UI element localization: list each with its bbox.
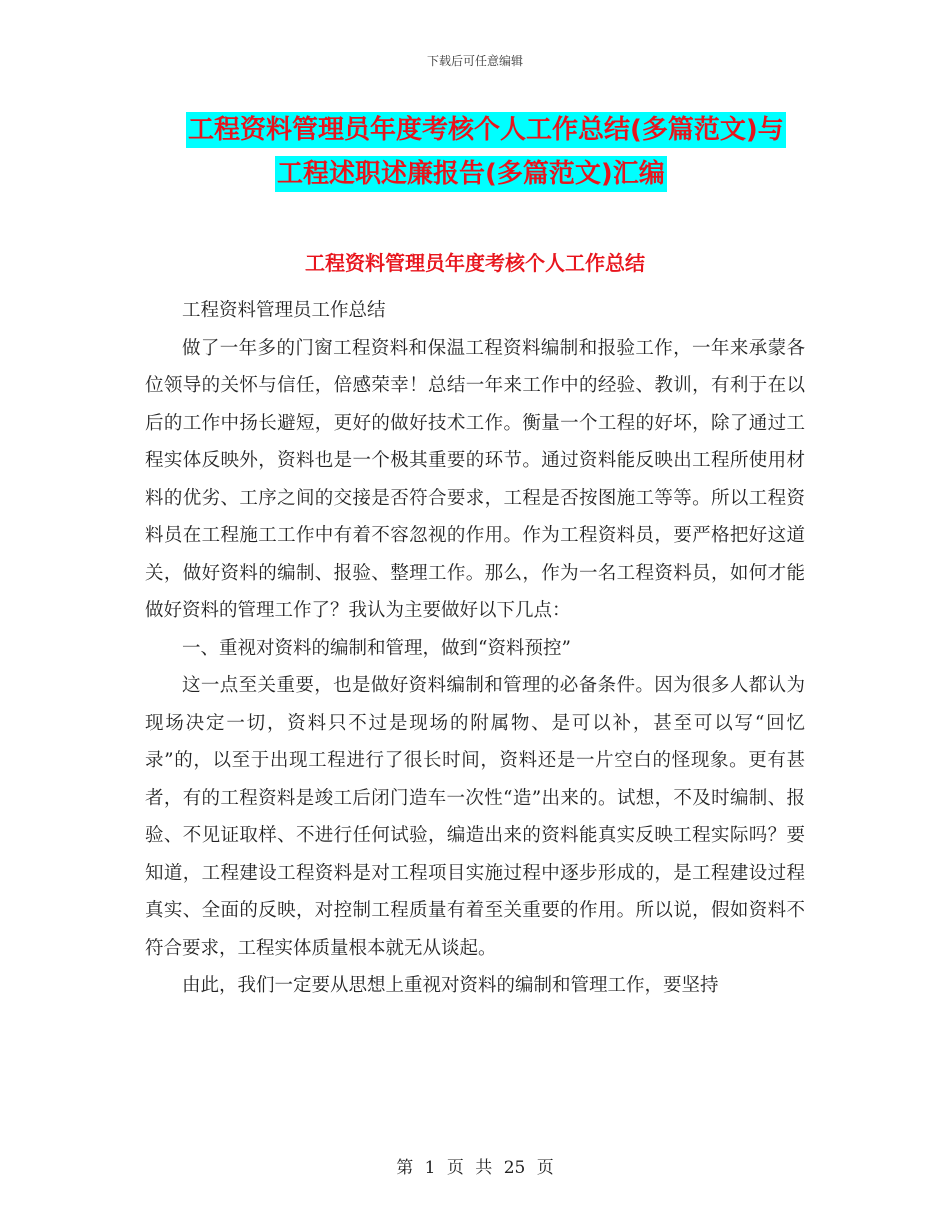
paragraph: 这一点至关重要，也是做好资料编制和管理的必备条件。因为很多人都认为现场决定一切，资料只不过是现场的附属物、是可以补，甚至可以写“回忆录”的，以至于出现工程进行了很长时间，资料还是一片空白的怪现象。更有甚者，有的工程资料是竣工后闭门造车一次性“造”出来的。试想，不及时编制、报验、不见证取样、不进行任何试验，编造出来的资料能真实反映工程实际吗？要知道，工程建设工程资料是对工程项目实施过程中逐步形成的，是工程建设过程真实、全面的反映，对控制工程质量有着至关重要的作用。所以说，假如资料不符合要求，工程实体质量根本就无从谈起。 (145, 675, 805, 959)
paragraph: 做了一年多的门窗工程资料和保温工程资料编制和报验工作，一年来承蒙各位领导的关怀与信任，倍感荣幸！总结一年来工作中的经验、教训，有利于在以后的工作中扬长避短，更好的做好技术工作。衡量一个工程的好坏，除了通过工程实体反映外，资料也是一个极其重要的环节。通过资料能反映出工程所使用材料的优劣、工序之间的交接是否符合要求，工程是否按图施工等等。所以工程资料员在工程施工工作中有着不容忽视的作用。作为工程资料员，要严格把好这道关，做好资料的编制、报验、整理工作。那么，作为一名工程资料员，如何才能做好资料的管理工作了？我认为主要做好以下几点： (145, 337, 805, 621)
paragraph: 由此，我们一定要从思想上重视对资料的编制和管理工作，要坚持 (182, 975, 719, 996)
page-number: 第 1 页 共 25 页 (396, 1158, 554, 1178)
paragraph: 一、重视对资料的编制和管理，做到“资料预控” (182, 637, 571, 659)
header-note: 下载后可任意编辑 (426, 54, 523, 68)
section-title: 工程资料管理员年度考核个人工作总结 (305, 251, 645, 275)
document-title-line-2: 工程述职述廉报告(多篇范文)汇编 (275, 156, 667, 192)
document-title-line-1: 工程资料管理员年度考核个人工作总结(多篇范文)与 (186, 112, 786, 148)
body-text (145, 292, 805, 1005)
paragraph: 工程资料管理员工作总结 (182, 300, 386, 321)
